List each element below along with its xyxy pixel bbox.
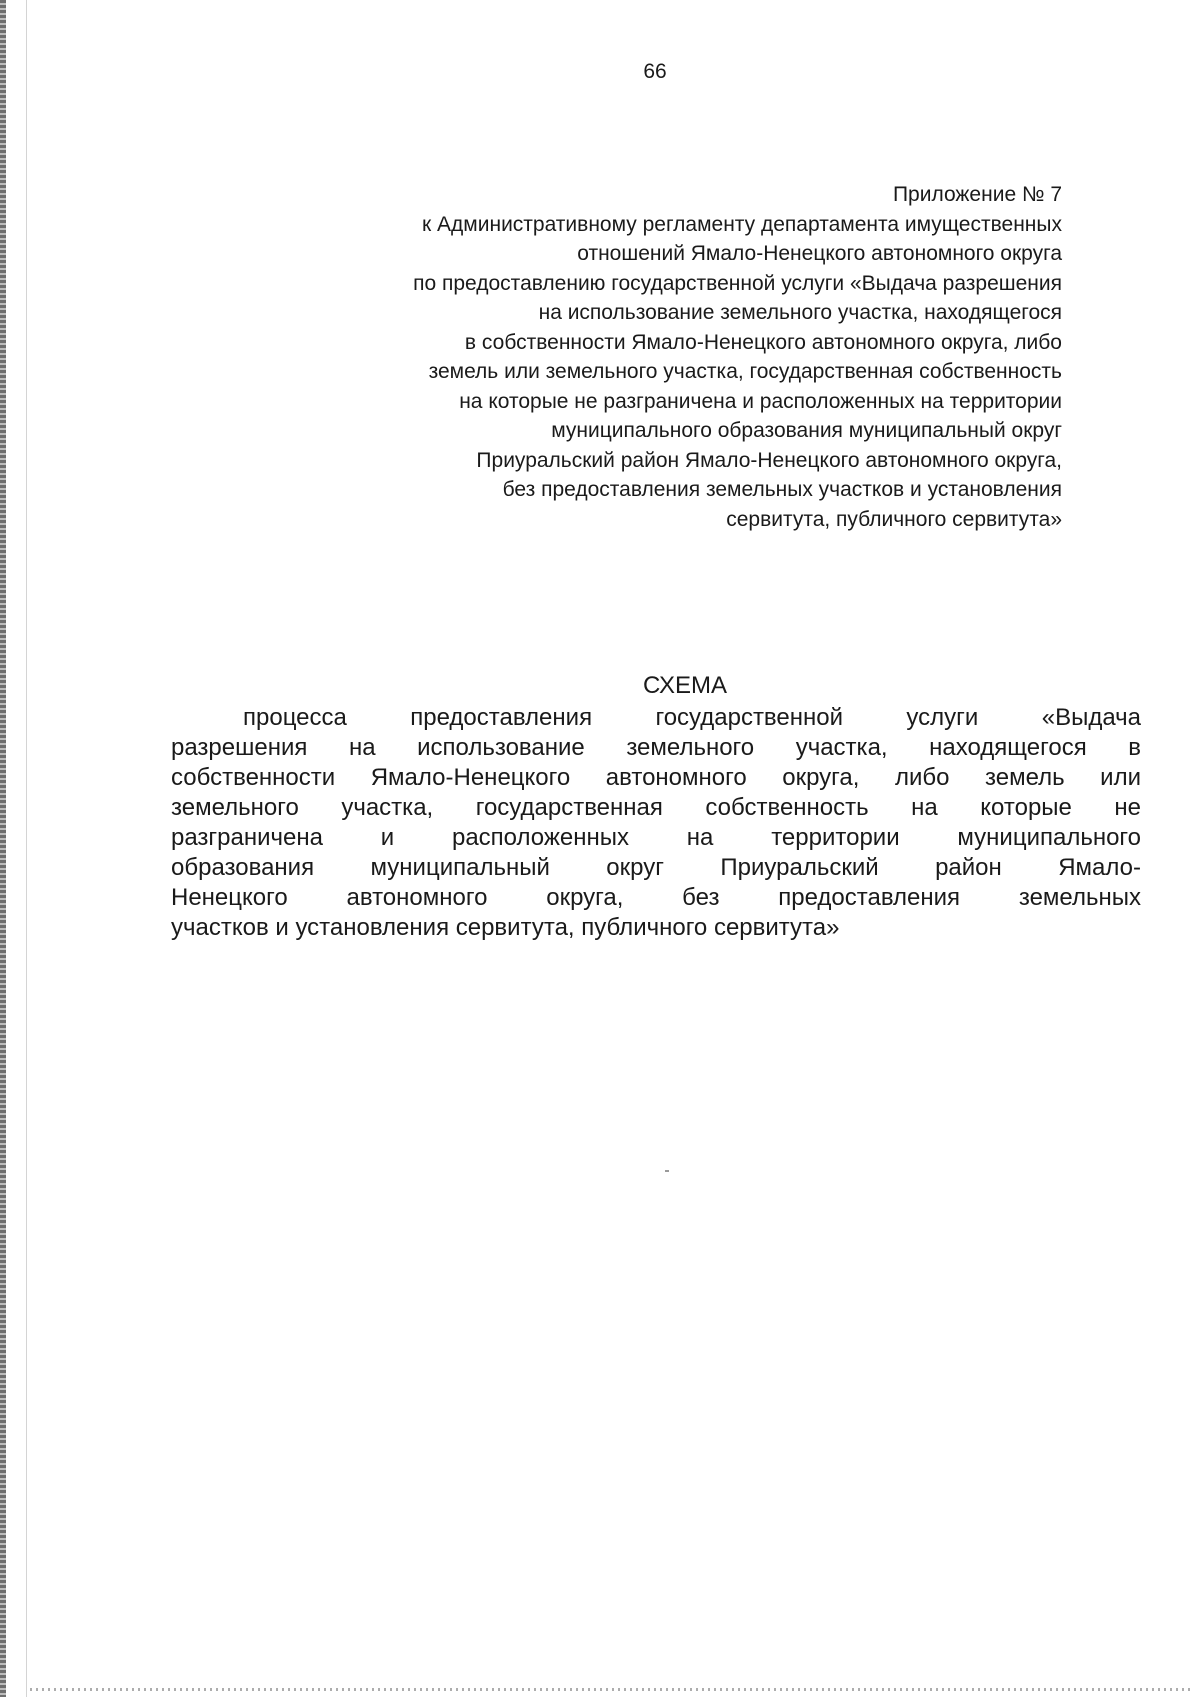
- appendix-line: по предоставлению государственной услуги «Выдача разрешения: [413, 271, 1062, 295]
- appendix-line: отношений Ямало-Ненецкого автономного округа: [577, 242, 1062, 265]
- description-line: Ненецкого автономного округа, без предоставления земельных: [171, 884, 1141, 911]
- description-line: процесса предоставления государственной услуги «Выдача: [243, 704, 1141, 731]
- scan-bottom-edge: [30, 1688, 1190, 1691]
- appendix-line: муниципального образования муниципальный округ: [551, 419, 1062, 442]
- appendix-line: на которые не разграничена и расположенных на территории: [459, 389, 1062, 413]
- appendix-line: Приложение № 7: [892, 183, 1062, 206]
- appendix-line: земель или земельного участка, государственная собственность: [428, 360, 1062, 383]
- appendix-line: Приуральский район Ямало-Ненецкого автономного округа,: [476, 448, 1062, 472]
- schema-description: [171, 703, 1141, 943]
- scan-speck: [665, 1170, 669, 1172]
- description-line: собственности Ямало-Ненецкого автономного округа, либо земель или: [171, 764, 1141, 791]
- appendix-header: [222, 180, 1062, 534]
- description-line: участков и установления сервитута, публичного сервитута»: [171, 914, 840, 941]
- appendix-line: в собственности Ямало-Ненецкого автономного округа, либо: [464, 330, 1062, 354]
- schema-title: СХЕМА: [643, 672, 727, 699]
- page-number: 66: [643, 60, 667, 83]
- scan-left-edge: [0, 0, 6, 1697]
- description-line: земельного участка, государственная собственность на которые не: [171, 794, 1141, 821]
- scan-margin-line: [26, 0, 27, 1697]
- appendix-line: к Административному регламенту департамента имущественных: [422, 212, 1062, 236]
- description-line: образования муниципальный округ Приуральский район Ямало-: [171, 854, 1141, 881]
- description-line: разрешения на использование земельного участка, находящегося в: [171, 734, 1141, 761]
- description-line: разграничена и расположенных на территории муниципального: [171, 824, 1141, 851]
- appendix-line: на использование земельного участка, находящегося: [538, 301, 1062, 324]
- appendix-line: без предоставления земельных участков и установления: [502, 478, 1062, 501]
- appendix-line: сервитута, публичного сервитута»: [726, 507, 1062, 531]
